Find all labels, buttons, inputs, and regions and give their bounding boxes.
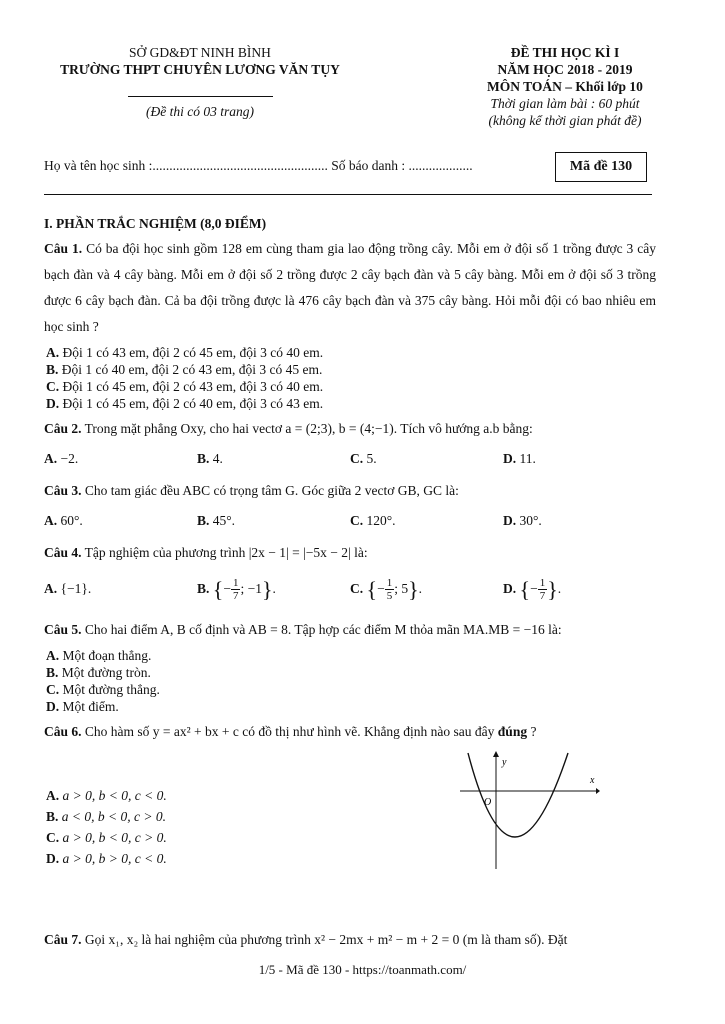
q3-option-b: B. 45°. bbox=[197, 513, 236, 528]
department-name: SỞ GD&ĐT NINH BÌNH bbox=[129, 45, 271, 60]
q4-option-d: D. {− $\frac{1}{7}$ }. bbox=[503, 576, 562, 603]
q6-option-d: D. a > 0, b > 0, c < 0. bbox=[46, 850, 167, 866]
question-7: Câu 7. Gọi x₁, x₂ là hai nghiệm của phương trình x² − 2mx + m² − m + 2 = 0 (m là tham số). Đặt bbox=[44, 931, 568, 947]
q1-option-d: D. Đội 1 có 45 em, đội 2 có 40 em, đội 3 có 43 em. bbox=[46, 396, 324, 411]
question-4: Câu 4. Tập nghiệm của phương trình |2x − 1| = |−5x − 2| là: bbox=[44, 545, 368, 560]
x-axis-arrow bbox=[596, 788, 600, 794]
q5-option-c: C. Một đường thẳng. bbox=[46, 681, 160, 697]
q1-label: Câu 1. bbox=[44, 241, 83, 256]
q6-options bbox=[46, 785, 167, 869]
y-axis-label: y bbox=[502, 756, 507, 768]
q6-text: Cho hàm số y = ax² + bx + c có đồ thị như hình vẽ. Khẳng định nào sau đây bbox=[84, 723, 495, 739]
q2-option-d: D. 11. bbox=[503, 451, 536, 466]
q5-option-d: D. Một điểm. bbox=[46, 698, 119, 714]
q2-text: Trong mặt phẳng Oxy, cho hai vectơ a = (2;3), b = (4;−1). Tích vô hướng a.b bằng: bbox=[84, 421, 533, 436]
q1-option-a: A. Đội 1 có 43 em, đội 2 có 45 em, đội 3 có 40 em. bbox=[46, 345, 324, 360]
q6-option-a: A. a > 0, b < 0, c < 0. bbox=[46, 787, 167, 803]
question-6: Câu 6. Cho hàm số y = ax² + bx + c có đồ thị như hình vẽ. Khẳng định nào sau đây đúng ? bbox=[44, 723, 537, 739]
q5-options bbox=[46, 647, 656, 715]
q4-option-b: B. {− $\frac{1}{7}$ ; −1}. bbox=[197, 576, 276, 603]
page-footer: 1/5 - Mã đề 130 - https://toanmath.com/ bbox=[258, 962, 467, 977]
q6-block bbox=[44, 745, 656, 875]
header-right bbox=[440, 44, 690, 129]
exam-title: ĐỀ THI HỌC KÌ I bbox=[510, 45, 620, 60]
subject: MÔN TOÁN – Khối lớp 10 bbox=[487, 79, 643, 94]
divider bbox=[128, 96, 273, 97]
q1-option-c: C. Đội 1 có 45 em, đội 2 có 43 em, đội 3 có 40 em. bbox=[46, 379, 324, 394]
q3-text: Cho tam giác đều ABC có trọng tâm G. Góc giữa 2 vectơ GB, GC là: bbox=[84, 483, 459, 498]
exam-code-box: Mã đề 130 bbox=[555, 152, 647, 182]
q1-option-b: B. Đội 1 có 40 em, đội 2 có 43 em, đội 3 có 45 em. bbox=[46, 362, 323, 377]
q3-options bbox=[44, 508, 656, 534]
q6-emphasis: đúng bbox=[497, 723, 528, 739]
parabola-graph bbox=[460, 751, 600, 869]
q1-options bbox=[46, 344, 656, 412]
header-rule bbox=[44, 194, 652, 195]
header-left bbox=[30, 44, 370, 120]
q6-option-b: B. a < 0, b < 0, c > 0. bbox=[46, 808, 166, 824]
q4-options bbox=[44, 572, 656, 607]
question-5: Câu 5. Cho hai điểm A, B cố định và AB = 8. Tập hợp các điểm M thỏa mãn MA.MB = −16 là: bbox=[44, 621, 562, 637]
section-title: I. PHẦN TRẮC NGHIỆM (8,0 ĐIỂM) bbox=[44, 216, 267, 231]
question-1 bbox=[44, 236, 656, 340]
x-axis-label: x bbox=[590, 774, 595, 786]
school-name: TRƯỜNG THPT CHUYÊN LƯƠNG VĂN TỤY bbox=[60, 62, 340, 77]
q7-text: Gọi x₁, x₂ là hai nghiệm của phương trình x² − 2mx + m² − m + 2 = 0 (m là tham số). Đặt bbox=[84, 931, 568, 947]
question-3: Câu 3. Cho tam giác đều ABC có trọng tâm G. Góc giữa 2 vectơ GB, GC là: bbox=[44, 483, 459, 498]
y-axis-arrow bbox=[493, 751, 499, 757]
q2-options bbox=[44, 446, 656, 472]
q3-option-c: C. 120°. bbox=[350, 513, 396, 528]
q5-text: Cho hai điểm A, B cố định và AB = 8. Tập hợp các điểm M thỏa mãn MA.MB = −16 là: bbox=[84, 621, 562, 637]
parabola-curve bbox=[468, 753, 568, 837]
q4-text: Tập nghiệm của phương trình |2x − 1| = |−5x − 2| là: bbox=[84, 545, 368, 560]
origin-label: O bbox=[484, 796, 492, 808]
q5-option-a: A. Một đoạn thẳng. bbox=[46, 647, 152, 663]
q2-option-b: B. 4. bbox=[197, 451, 223, 466]
school-year: NĂM HỌC 2018 - 2019 bbox=[497, 62, 633, 77]
q4-option-a: A. {−1}. bbox=[44, 581, 92, 596]
exam-content bbox=[44, 212, 656, 953]
q3-option-d: D. 30°. bbox=[503, 513, 542, 528]
question-2: Câu 2. Trong mặt phẳng Oxy, cho hai vectơ a = (2;3), b = (4;−1). Tích vô hướng a.b bằng: bbox=[44, 421, 533, 436]
q4-option-c: C. {− $\frac{1}{5}$ ; 5}. bbox=[350, 576, 423, 603]
q2-option-c: C. 5. bbox=[350, 451, 377, 466]
q1-text: Có ba đội học sinh gồm 128 em cùng tham gia lao động trồng cây. Mỗi em ở đội số 1 trồng được 3 cây bạch đàn và 4 cây bàng. Mỗi em ở đội số 2 trồng được 2 cây bạch đàn và 5 cây bàng. Mỗi em ở đội số 3 trồng được 6 cây bạch đàn. Cả ba đội trồng được là 476 cây bạch đàn và 375 cây bàng. Hỏi mỗi đội có bao nhiêu em học sinh ? bbox=[44, 241, 656, 334]
q5-option-b: B. Một đường tròn. bbox=[46, 664, 151, 680]
student-info: Họ và tên học sinh :.................................................... Số báo danh : ................... bbox=[44, 158, 473, 173]
q3-option-a: A. 60°. bbox=[44, 513, 83, 528]
time-limit: Thời gian làm bài : 60 phút bbox=[490, 96, 640, 111]
page-count-note: (Đề thi có 03 trang) bbox=[146, 104, 254, 119]
q6-option-c: C. a > 0, b < 0, c > 0. bbox=[46, 829, 167, 845]
time-note: (không kể thời gian phát đề) bbox=[488, 113, 642, 128]
q2-option-a: A. −2. bbox=[44, 451, 79, 466]
